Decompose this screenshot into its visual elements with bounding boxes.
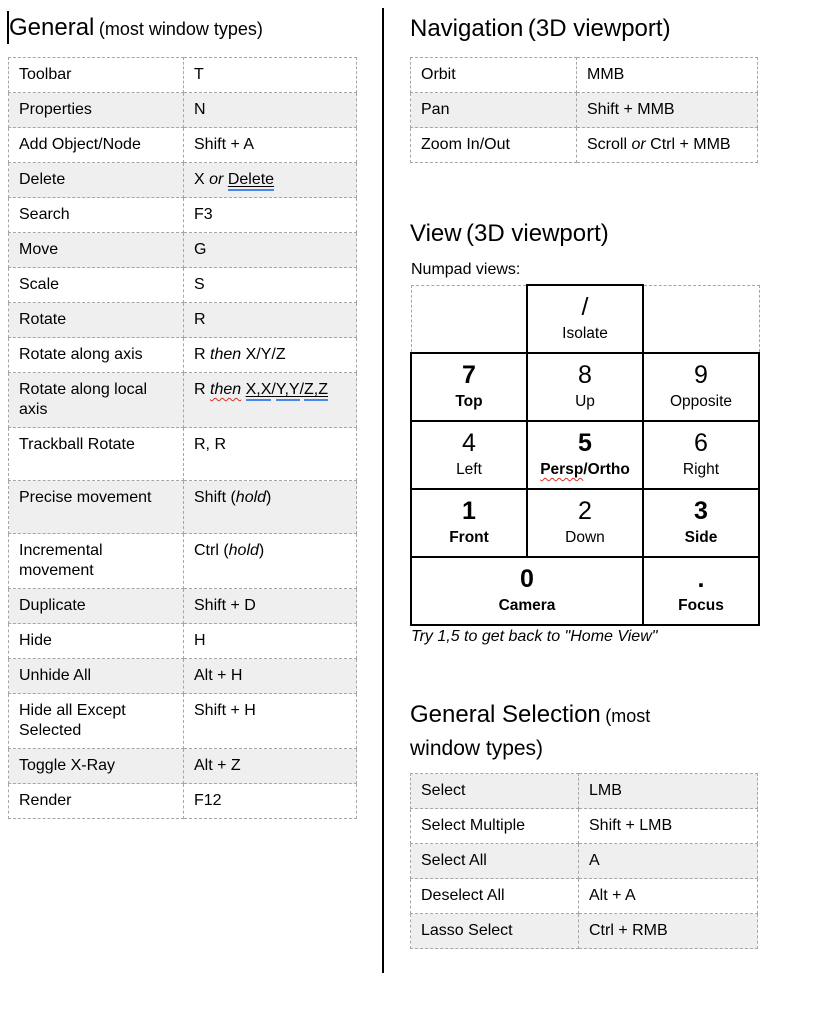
numpad-key-right	[643, 421, 759, 489]
shortcut-cell	[184, 428, 357, 481]
shortcut-cell	[184, 268, 357, 303]
key-number: 6	[694, 429, 708, 457]
key-number: 7	[462, 361, 476, 389]
table-row	[9, 784, 357, 819]
heading-subtitle: (3D viewport)	[527, 15, 671, 42]
table-row	[411, 774, 758, 809]
text-run: Shift + MMB	[587, 101, 675, 118]
text-run: Alt + A	[589, 887, 636, 904]
key-label: Side	[684, 529, 718, 546]
numpad-row	[411, 489, 759, 557]
numpad-views-label: Numpad views:	[411, 261, 521, 278]
table-row	[9, 589, 357, 624]
shortcut-cell	[579, 914, 758, 949]
text-run: Persp	[540, 461, 584, 478]
key-label: Camera	[498, 597, 556, 614]
text-run: Alt + H	[194, 667, 243, 684]
text-run: R	[194, 346, 210, 363]
key-label: Down	[565, 529, 605, 546]
text-run: Shift + H	[194, 702, 256, 719]
heading-title: General	[9, 14, 95, 41]
text-run: Z,Z	[304, 381, 328, 401]
key-number: /	[581, 293, 589, 321]
action-cell: Toolbar	[9, 58, 184, 93]
action-cell: Add Object/Node	[9, 128, 184, 163]
key-number: 9	[694, 361, 708, 389]
heading-subtitle: (3D viewport)	[466, 220, 609, 247]
action-cell: Properties	[9, 93, 184, 128]
heading-subtitle: (most window types)	[98, 19, 263, 39]
numpad-key-side	[643, 489, 759, 557]
text-run: Ctrl (	[194, 542, 229, 559]
action-cell: Unhide All	[9, 659, 184, 694]
key-number: 5	[578, 429, 592, 457]
column-divider	[382, 8, 384, 973]
action-cell: Duplicate	[9, 589, 184, 624]
table-row	[9, 128, 357, 163]
action-cell: Trackball Rotate	[9, 428, 184, 481]
shortcut-cell	[184, 338, 357, 373]
numpad-key-camera	[411, 557, 643, 625]
numpad-key-focus	[643, 557, 759, 625]
shortcut-cell	[184, 373, 357, 428]
text-run: Ctrl + MMB	[645, 136, 731, 153]
text-run: H	[194, 632, 206, 649]
table-row	[411, 93, 758, 128]
key-label: Up	[575, 393, 595, 410]
shortcut-cell	[184, 589, 357, 624]
text-run: hold	[228, 542, 259, 559]
heading-subtitle-line2: window types)	[410, 737, 544, 760]
navigation-shortcuts-table	[410, 57, 758, 163]
action-cell: Hide all Except Selected	[9, 694, 184, 749]
section-heading-general	[9, 12, 263, 46]
action-cell: Select	[411, 774, 579, 809]
text-run: /	[271, 381, 276, 398]
text-run: R, R	[194, 436, 226, 453]
table-row	[411, 879, 758, 914]
shortcut-cell	[184, 659, 357, 694]
numpad-row	[411, 557, 759, 625]
table-row	[9, 428, 357, 481]
text-run: or	[209, 171, 224, 188]
text-run: G	[194, 241, 207, 258]
key-number: 4	[462, 429, 476, 457]
numpad-key-up	[527, 353, 643, 421]
shortcut-cell	[577, 93, 758, 128]
table-row	[9, 303, 357, 338]
action-cell: Precise movement	[9, 481, 184, 534]
action-cell: Deselect All	[411, 879, 579, 914]
shortcut-cell	[184, 58, 357, 93]
action-cell: Toggle X-Ray	[9, 749, 184, 784]
text-run: MMB	[587, 66, 625, 83]
shortcut-cell	[184, 233, 357, 268]
action-cell: Select All	[411, 844, 579, 879]
section-heading-selection	[410, 699, 750, 766]
key-label: Isolate	[562, 325, 608, 342]
action-cell: Scale	[9, 268, 184, 303]
text-run: then	[210, 381, 242, 398]
shortcut-cell	[184, 128, 357, 163]
shortcut-cell	[184, 198, 357, 233]
key-label: Opposite	[669, 393, 733, 410]
text-run: )	[258, 542, 265, 559]
shortcut-cell	[184, 784, 357, 819]
shortcut-cell	[184, 93, 357, 128]
text-run: or	[631, 136, 646, 153]
text-run: /	[299, 381, 305, 398]
action-cell: Rotate	[9, 303, 184, 338]
shortcut-cell	[184, 303, 357, 338]
shortcut-cell	[184, 481, 357, 534]
shortcut-cell	[579, 879, 758, 914]
key-label: Top	[455, 393, 483, 410]
action-cell: Incremental movement	[9, 534, 184, 589]
action-cell: Orbit	[411, 58, 577, 93]
numpad-key-left	[411, 421, 527, 489]
text-run: R	[194, 381, 210, 398]
shortcut-cell	[579, 844, 758, 879]
numpad-key-top	[411, 353, 527, 421]
action-cell: Rotate along local axis	[9, 373, 184, 428]
numpad-views-table	[410, 284, 760, 626]
heading-title: View	[410, 220, 462, 247]
table-row	[9, 624, 357, 659]
key-label: Front	[449, 529, 489, 546]
table-row	[9, 694, 357, 749]
heading-title: Navigation	[410, 15, 524, 42]
text-run: Shift + A	[194, 136, 255, 153]
general-shortcuts-table	[8, 57, 357, 819]
text-run: Alt + Z	[194, 757, 241, 774]
key-number: .	[697, 565, 705, 593]
text-run: /Ortho	[583, 461, 630, 478]
action-cell: Pan	[411, 93, 577, 128]
table-row	[9, 198, 357, 233]
table-row	[9, 659, 357, 694]
text-run: N	[194, 101, 206, 118]
numpad-key-persp-ortho	[527, 421, 643, 489]
key-label: Right	[682, 461, 720, 478]
numpad-key-front	[411, 489, 527, 557]
numpad-empty-cell	[411, 285, 527, 353]
shortcut-cell	[579, 774, 758, 809]
shortcut-cell	[577, 128, 758, 163]
key-number: 3	[694, 497, 708, 525]
section-heading-navigation	[410, 13, 671, 47]
heading-subtitle: (most	[605, 706, 651, 726]
text-run: X	[194, 171, 210, 188]
text-run	[241, 381, 245, 398]
key-number: 1	[462, 497, 476, 525]
numpad-key-opposite	[643, 353, 759, 421]
key-label	[528, 459, 642, 480]
action-cell: Search	[9, 198, 184, 233]
table-row	[9, 481, 357, 534]
text-run: Ctrl + RMB	[589, 922, 668, 939]
key-label: Left	[456, 461, 482, 478]
action-cell: Zoom In/Out	[411, 128, 577, 163]
shortcut-cell	[184, 163, 357, 198]
text-run: then	[210, 346, 242, 363]
numpad-empty-cell	[643, 285, 759, 353]
text-run: LMB	[589, 782, 622, 799]
table-row	[411, 128, 758, 163]
numpad-row	[411, 285, 759, 353]
key-number: 0	[520, 565, 534, 593]
text-run: Delete	[228, 171, 274, 191]
key-number: 8	[578, 361, 592, 389]
text-run: A	[589, 852, 600, 869]
shortcut-cell	[184, 534, 357, 589]
text-run: F12	[194, 792, 222, 809]
table-row	[9, 534, 357, 589]
action-cell: Select Multiple	[411, 809, 579, 844]
selection-shortcuts-table	[410, 773, 758, 949]
table-row	[9, 338, 357, 373]
numpad-key-down	[527, 489, 643, 557]
shortcut-cell	[184, 694, 357, 749]
table-row	[411, 844, 758, 879]
table-row	[411, 914, 758, 949]
table-row	[411, 809, 758, 844]
shortcut-cell	[184, 624, 357, 659]
key-label: Focus	[678, 597, 724, 614]
table-row	[9, 749, 357, 784]
heading-title: General Selection	[410, 701, 601, 728]
action-cell: Move	[9, 233, 184, 268]
text-run: Shift + D	[194, 597, 256, 614]
text-run: )	[266, 489, 272, 506]
action-cell: Hide	[9, 624, 184, 659]
numpad-key-isolate	[527, 285, 643, 353]
shortcut-cell	[577, 58, 758, 93]
shortcut-cell	[579, 809, 758, 844]
numpad-row	[411, 421, 759, 489]
key-number: 2	[578, 497, 592, 525]
table-row	[9, 268, 357, 303]
text-run: Y,Y	[276, 381, 300, 401]
table-row	[9, 233, 357, 268]
text-run: Shift (	[194, 489, 236, 506]
numpad-row	[411, 353, 759, 421]
table-row	[9, 163, 357, 198]
table-row	[411, 58, 758, 93]
action-cell: Render	[9, 784, 184, 819]
shortcut-cell	[184, 749, 357, 784]
section-heading-view	[410, 218, 609, 252]
text-run: Shift + LMB	[589, 817, 673, 834]
table-row	[9, 373, 357, 428]
action-cell: Lasso Select	[411, 914, 579, 949]
text-run: T	[194, 66, 204, 83]
text-run: R	[194, 311, 206, 328]
text-run: hold	[235, 489, 267, 506]
text-run: Scroll	[587, 136, 632, 153]
text-run: X,X	[246, 381, 272, 401]
action-cell: Delete	[9, 163, 184, 198]
home-view-tip: Try 1,5 to get back to "Home View"	[411, 628, 658, 645]
action-cell: Rotate along axis	[9, 338, 184, 373]
text-run: F3	[194, 206, 213, 223]
table-row	[9, 93, 357, 128]
table-row	[9, 58, 357, 93]
text-run: X/Y/Z	[241, 346, 286, 363]
text-run: S	[194, 276, 205, 293]
